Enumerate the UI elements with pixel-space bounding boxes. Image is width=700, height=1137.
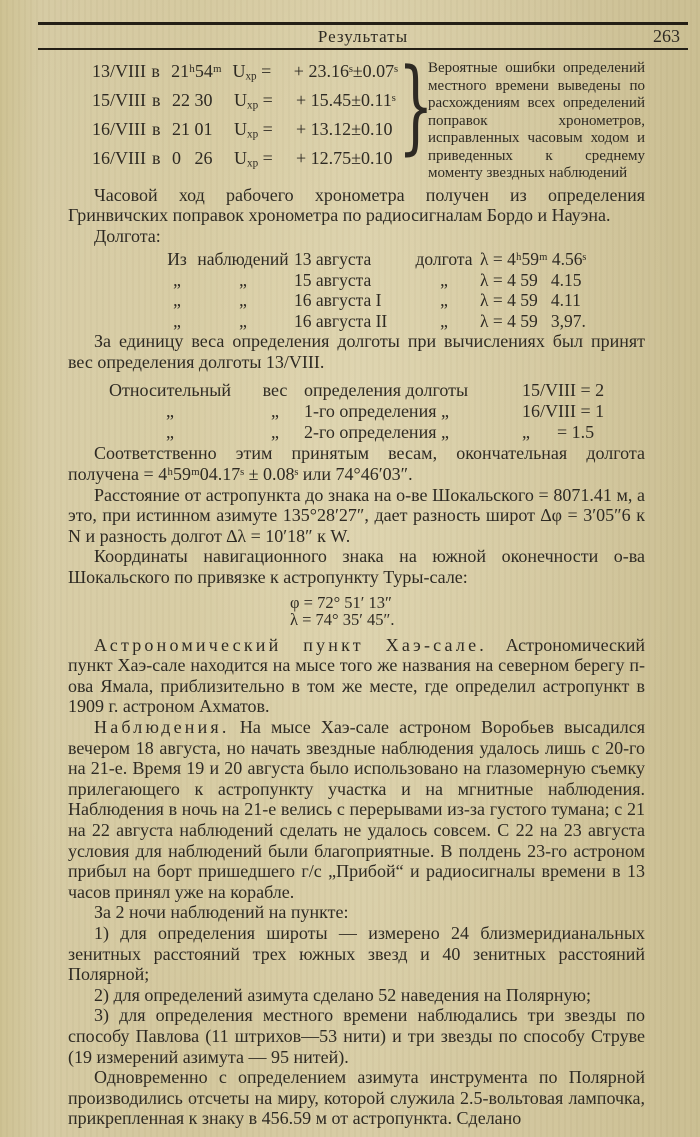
correction-value: + 23.16ˢ±0.07ˢ <box>293 61 398 81</box>
chronometer-correction-row <box>92 147 398 176</box>
chronometer-corrections-list <box>92 60 398 176</box>
cell-ditto: „ <box>173 310 181 331</box>
cell-lambda-value: λ = 4 59 4.11 <box>480 290 581 311</box>
cell-definition: определения долготы <box>304 380 469 401</box>
table-row <box>162 270 645 291</box>
list-item-3: 3) для определения местного времени наблюдались три звезды по способу Павлова (11 штрихов—53 нити) и три звезды по способу Струве (19 измерений азимута — 95 нитей). <box>68 1005 645 1067</box>
cell-ditto: „ <box>440 269 448 290</box>
word-in: в <box>152 118 161 139</box>
cell-date: 15 августа <box>294 269 372 290</box>
cell-observations: наблюдений <box>197 249 289 270</box>
paragraph-simultaneous: Одновременно с определением азимута инструмента по Полярной производились отсчеты на миру, которой служила 2.5-вольтовая лампочка, прикрепленная к знаку в 456.59 м от астропункта. Сделано <box>68 1067 645 1129</box>
cell-date: 16 августа II <box>294 310 388 331</box>
cell-date: 13 августа <box>294 249 372 270</box>
longitude-table <box>162 249 645 331</box>
obs-date: 16/VIII <box>92 118 146 139</box>
correction-value: + 13.12±0.10 <box>296 118 393 139</box>
equals-sign: = <box>261 61 272 81</box>
cell-definition: 1-го определения „ <box>304 401 449 422</box>
obs-date: 15/VIII <box>92 89 146 110</box>
longitude-label: Долгота: <box>94 225 161 246</box>
cell-ditto: „ <box>173 290 181 311</box>
cell-lambda-value: λ = 4 59 4.15 <box>480 269 582 290</box>
cell-lambda-value: λ = 4ʰ59ᵐ 4.56ˢ <box>480 249 587 270</box>
cell-ditto: „ <box>271 401 279 422</box>
paragraph-two-nights: За 2 ночи наблюдений на пункте: <box>94 902 349 923</box>
table-row <box>162 249 645 270</box>
chronometer-correction-row <box>92 89 398 118</box>
observations-text: На мысе Хаэ-сале астроном Воробьев высадился вечером 18 августа, но начать звездные наблюдения удалось лишь с 20-го на 21-е. Время 19 и 20 августа было использовано на глазомерную съемку прилегающего к астропункту участка и на мгнитные наблюдения. Наблюдения в ночь на 21-е велись с перерывами из-за густого тумана; с 21 на 22 августа наблюдений сделать не удалось совсем. С 22 на 23 августа условия для наблюдений были благоприятные. В полдень 23-го астроном прибыл на борт пришедшего г/с „Прибой“ и радиосигналы времени в 13 часов принял уже на корабле. <box>68 717 646 902</box>
table-row <box>94 380 645 401</box>
u-subscript: хр <box>247 157 259 170</box>
table-row <box>162 290 645 311</box>
equals-sign: = <box>262 118 273 139</box>
longitude-line: λ = 74° 35′ 45″. <box>290 610 395 630</box>
cell-weight-value: „ = 1.5 <box>522 422 595 443</box>
paragraph-observations <box>68 717 645 902</box>
u-symbol: U <box>234 147 247 168</box>
word-in: в <box>152 89 161 110</box>
list-item-1: 1) для определения широты — измерено 24 близмеридианальных зенитных расстояний трех южных звезд и 40 зенитных расстояний Полярной; <box>68 922 645 985</box>
u-subscript: хр <box>247 128 259 141</box>
table-row <box>94 401 645 422</box>
table-row <box>162 311 645 332</box>
obs-date: 16/VIII <box>92 147 146 168</box>
page-number: 263 <box>653 26 680 46</box>
u-chr-label <box>234 89 296 118</box>
cell-ditto: „ <box>271 422 279 443</box>
u-subscript: хр <box>245 70 257 83</box>
obs-time: 21 01 <box>172 118 213 139</box>
paragraph-distance: Расстояние от астропункта до знака на о-ве Шокальского = 8071.41 м, а это, при истинном азимуте 135°28′27″, дает разность широт ∆φ = 3′05″6 к N и разность долгот ∆λ = 10′18″ к W. <box>68 484 645 546</box>
latitude-line: φ = 72° 51′ 13″ <box>290 592 392 612</box>
obs-time: 22 30 <box>172 89 213 110</box>
cell-date: 16 августа I <box>294 290 382 311</box>
obs-time: 0 26 <box>172 147 213 168</box>
curly-brace: } <box>398 47 434 166</box>
u-chr-label <box>232 60 293 89</box>
section-heading-observations: Наблюдения. <box>94 717 230 737</box>
equals-sign: = <box>262 147 273 168</box>
word-in: в <box>152 147 161 168</box>
obs-time: 21ʰ54ᵐ <box>171 61 222 81</box>
cell-ditto: „ <box>239 269 247 290</box>
cell-weight-value: 15/VIII = 2 <box>522 380 605 401</box>
u-symbol: U <box>232 61 246 81</box>
scanned-book-page <box>0 22 700 1137</box>
list-item-2: 2) для определений азимута сделано 52 наведения на Полярную; <box>94 984 591 1005</box>
sign-coordinates-block <box>290 594 645 629</box>
cell-lambda-value: λ = 4 59 3,97. <box>480 310 586 331</box>
cell-ditto: „ <box>166 401 174 422</box>
relative-weights-table <box>94 380 645 443</box>
cell-weight-word: вес <box>262 380 288 401</box>
cell-ditto: „ <box>239 310 247 331</box>
page-body <box>0 47 700 1129</box>
chronometer-corrections-block <box>92 47 645 183</box>
paragraph-chronometer-rate: Часовой ход рабочего хронометра получен из определения Гринвичских поправок хронометра по радиосигналам Бордо и Науэна. <box>68 184 645 226</box>
obs-date: 13/VIII <box>92 61 146 81</box>
paragraph-hae-sale <box>68 635 645 717</box>
cell-longitude-word: долгота <box>415 249 473 270</box>
u-symbol: U <box>234 118 247 139</box>
u-subscript: хр <box>247 99 259 112</box>
cell-relative: Относительный <box>109 380 231 401</box>
u-chr-label <box>234 147 296 176</box>
paragraph-final-longitude: Соответственно этим принятым весам, окончательная долгота получена = 4ʰ59ᵐ04.17ˢ ± 0.08ˢ или 74°46′03″. <box>68 443 645 485</box>
section-heading-hae-sale: Астрономический пункт Хаэ-сале. <box>94 634 487 655</box>
hae-sale-text: Астрономический пункт Хаэ-сале находится на мысе того же названия на северном берегу п-ова Ямала, приблизительно в том же месте, где определил астропункт в 1909 г. астроном Ахматов. <box>68 634 646 717</box>
chronometer-correction-row <box>92 60 398 89</box>
cell-definition: 2-го определения „ <box>304 422 449 443</box>
u-chr-label <box>234 118 296 147</box>
cell-ditto: „ <box>166 422 174 443</box>
cell-ditto: „ <box>173 269 181 290</box>
table-row <box>94 422 645 443</box>
cell-ditto: „ <box>440 310 448 331</box>
u-symbol: U <box>234 89 247 110</box>
page-header <box>38 22 688 50</box>
equals-sign: = <box>262 89 273 110</box>
correction-value: + 12.75±0.10 <box>296 147 393 168</box>
probable-errors-note: Вероятные ошибки определений местного времени выведены по расхождениям всех определений поправок хронометров, исправленных часовым ходом и приведенных к среднему моменту звездных наблюдений <box>428 60 645 181</box>
cell-weight-value: 16/VIII = 1 <box>522 401 605 422</box>
running-head-title: Результаты <box>317 27 409 46</box>
cell-ditto: „ <box>239 290 247 311</box>
paragraph-coordinates: Координаты навигационного знака на южной оконечности о-ва Шокальского по привязке к астропункту Туры-сале: <box>68 546 645 588</box>
word-in: в <box>151 61 160 81</box>
cell-from: Из <box>167 249 187 270</box>
paragraph-unit-weight: За единицу веса определения долготы при вычислениях был принят вес определения долготы 13/VIII. <box>68 331 645 372</box>
chronometer-correction-row <box>92 118 398 147</box>
correction-value: + 15.45±0.11ˢ <box>296 89 396 110</box>
cell-ditto: „ <box>440 290 448 311</box>
